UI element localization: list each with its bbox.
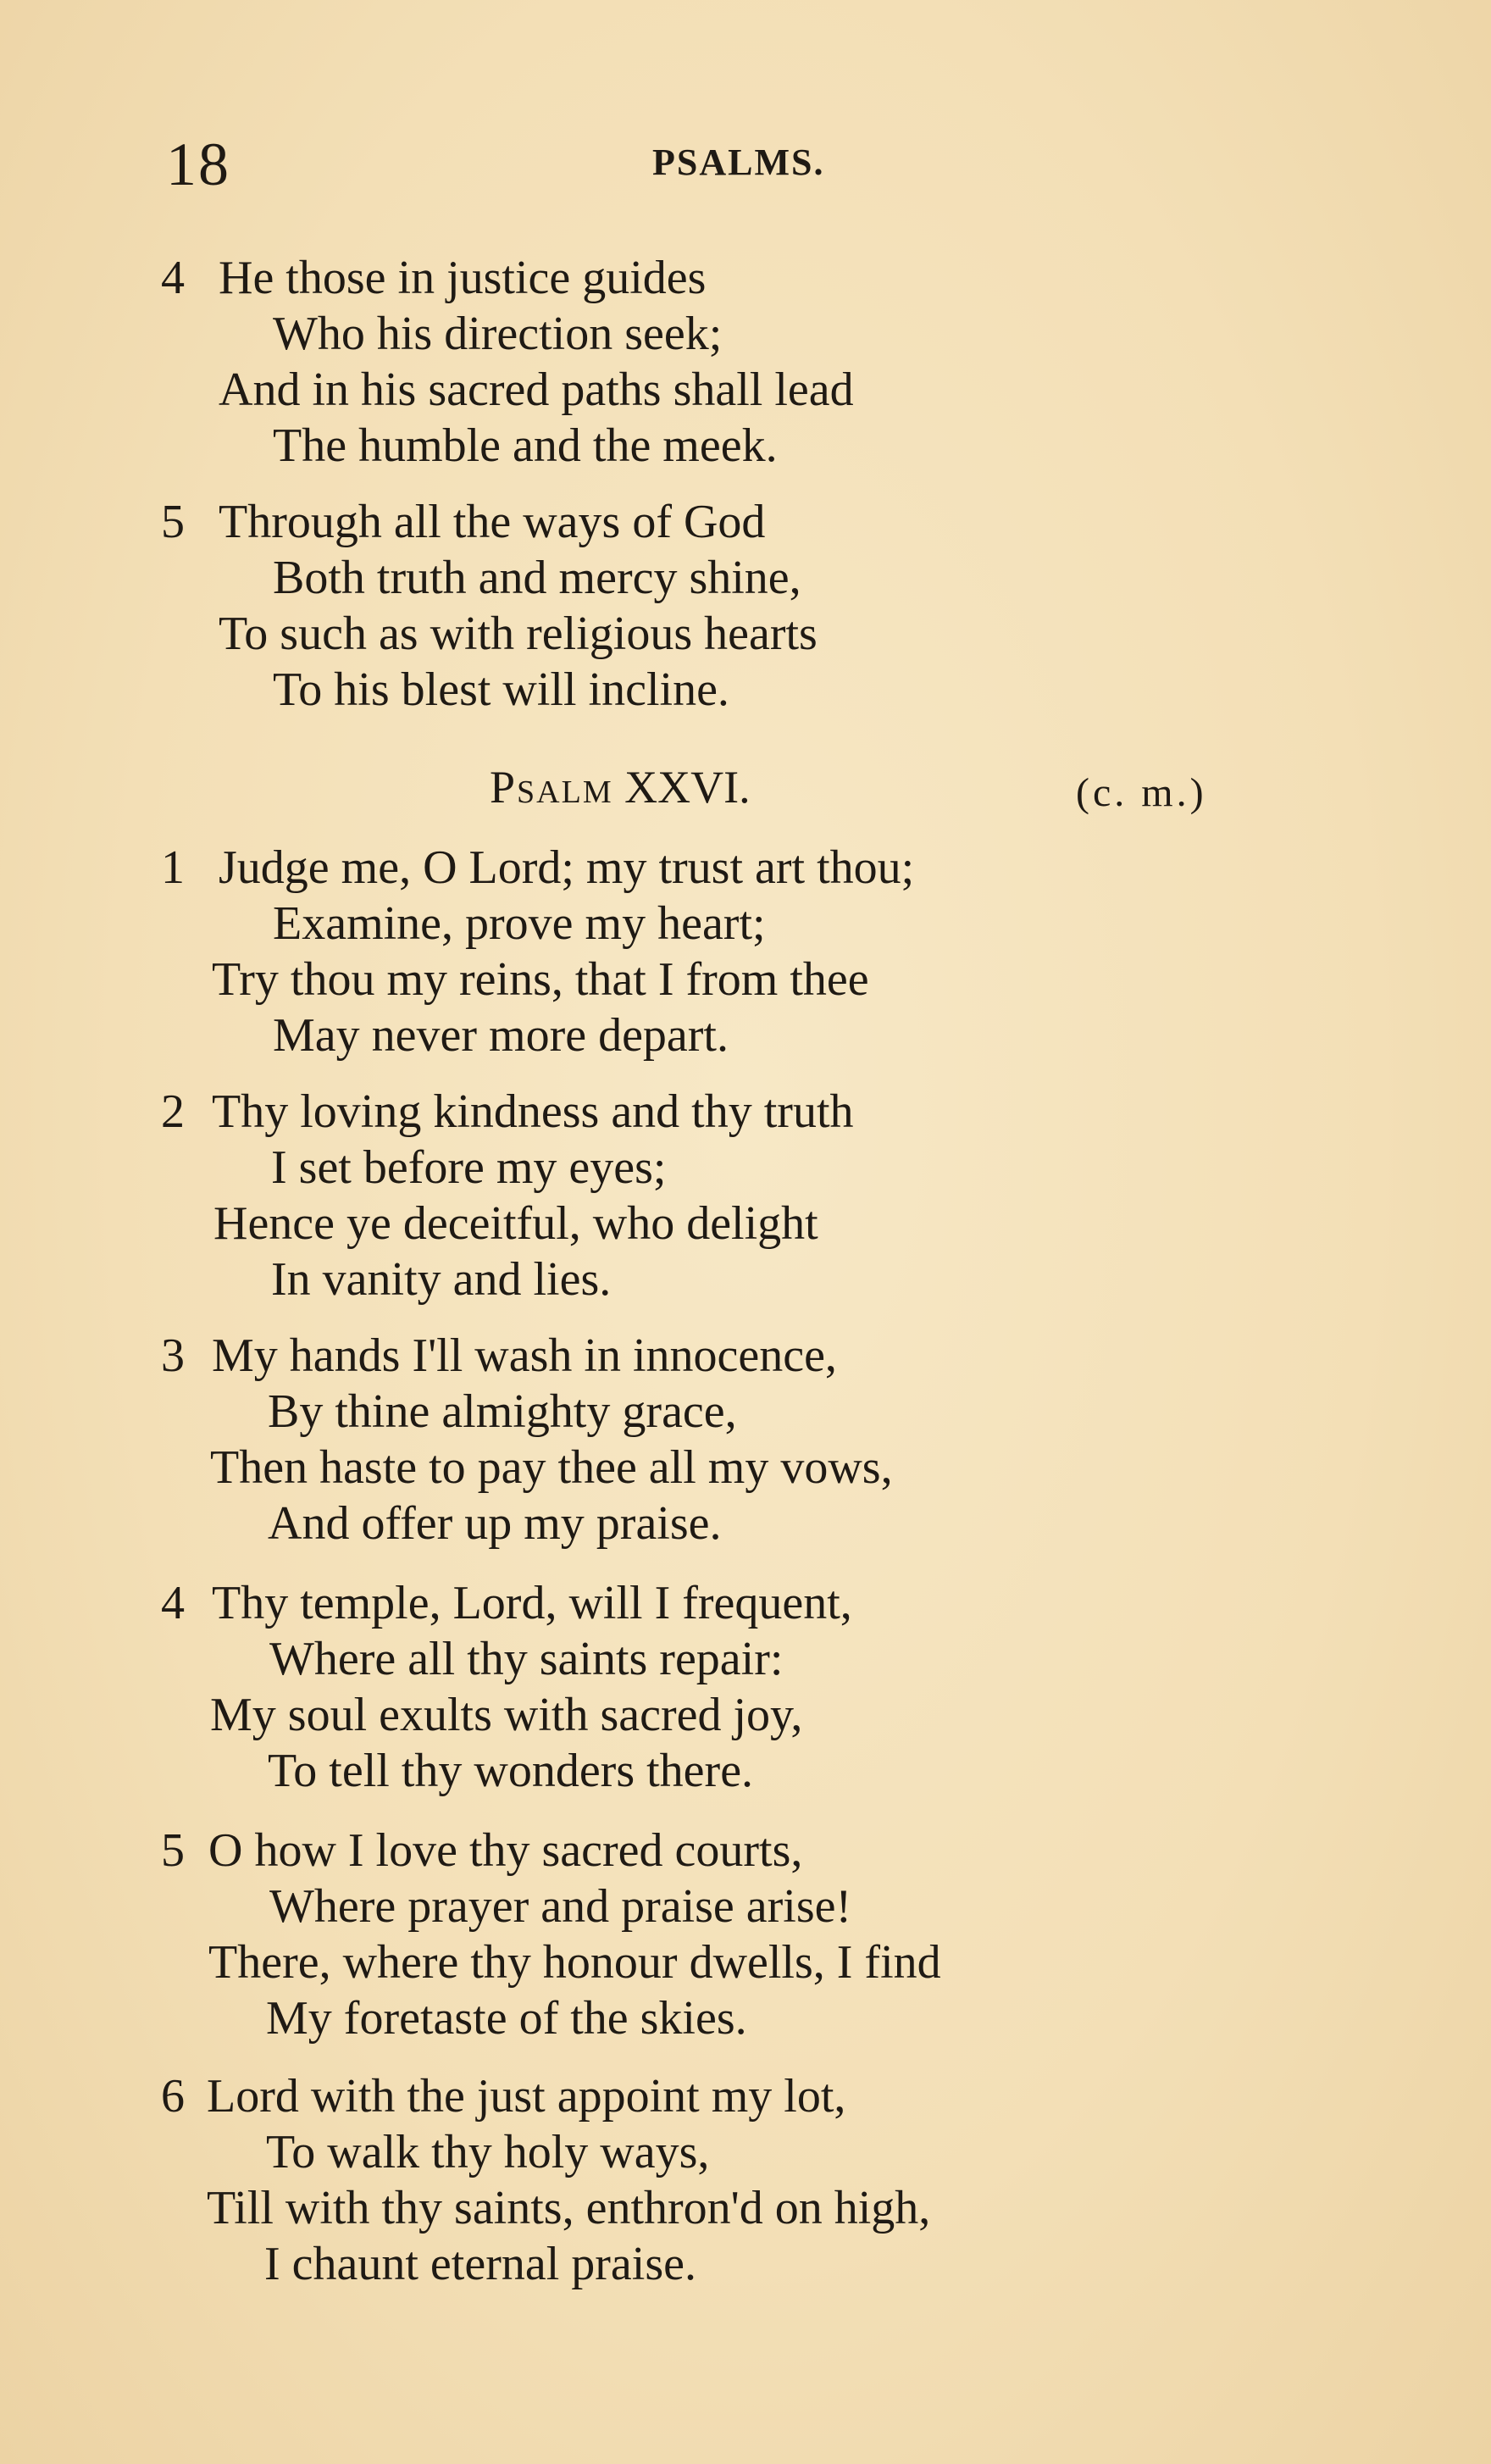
verse-line: My soul exults with sacred joy, [210, 1689, 803, 1741]
stanza-number: 4 [161, 1577, 185, 1629]
psalm-title [490, 762, 751, 813]
verse-line: In vanity and lies. [271, 1253, 612, 1306]
verse-line: Hence ye deceitful, who delight [213, 1197, 818, 1250]
verse-line: Where all thy saints repair: [269, 1633, 784, 1685]
verse-line: To his blest will incline. [273, 663, 729, 716]
verse-line: Examine, prove my heart; [273, 897, 766, 950]
verse-line: Thy temple, Lord, will I frequent, [212, 1577, 852, 1629]
verse-line: Then haste to pay thee all my vows, [210, 1441, 893, 1494]
stanza-number: 3 [161, 1329, 185, 1382]
verse-line: I chaunt eternal praise. [264, 2238, 696, 2290]
verse-line: Lord with the just appoint my lot, [207, 2070, 846, 2123]
verse-line: There, where thy honour dwells, I find [208, 1936, 941, 1989]
stanza-number: 1 [161, 841, 185, 894]
verse-line: O how I love thy sacred courts, [208, 1824, 803, 1877]
verse-line: He those in justice guides [219, 252, 707, 304]
verse-line: To tell thy wonders there. [268, 1745, 754, 1797]
psalm-title-prefix: Psalm [490, 762, 613, 813]
stanza-number: 5 [161, 496, 185, 548]
verse-line: Where prayer and praise arise! [269, 1880, 852, 1933]
verse-line: To walk thy holy ways, [266, 2126, 710, 2178]
verse-line: Till with thy saints, enthron'd on high, [207, 2182, 931, 2234]
verse-line: Judge me, O Lord; my trust art thou; [219, 841, 915, 894]
psalm-title-numeral: XXVI. [624, 762, 751, 813]
verse-line: And offer up my praise. [268, 1497, 722, 1550]
verse-line: Try thou my reins, that I from thee [212, 953, 869, 1006]
stanza-number: 5 [161, 1824, 185, 1877]
running-head: PSALMS. [652, 142, 825, 183]
psalm-meter: (c. m.) [1076, 770, 1207, 815]
stanza-number: 6 [161, 2070, 185, 2123]
verse-line: May never more depart. [273, 1009, 729, 1062]
verse-line: The humble and the meek. [273, 419, 778, 472]
verse-line: By thine almighty grace, [268, 1385, 737, 1438]
verse-line: Thy loving kindness and thy truth [212, 1085, 854, 1138]
verse-line: Who his direction seek; [273, 308, 723, 360]
verse-line: I set before my eyes; [271, 1141, 667, 1194]
page-number: 18 [166, 130, 230, 198]
verse-line: My hands I'll wash in innocence, [212, 1329, 837, 1382]
verse-line: My foretaste of the skies. [266, 1992, 747, 2045]
verse-line: Through all the ways of God [219, 496, 766, 548]
verse-line: And in his sacred paths shall lead [219, 363, 854, 416]
verse-line: Both truth and mercy shine, [273, 552, 801, 604]
stanza-number: 2 [161, 1085, 185, 1138]
verse-line: To such as with religious hearts [219, 608, 818, 660]
stanza-number: 4 [161, 252, 185, 304]
